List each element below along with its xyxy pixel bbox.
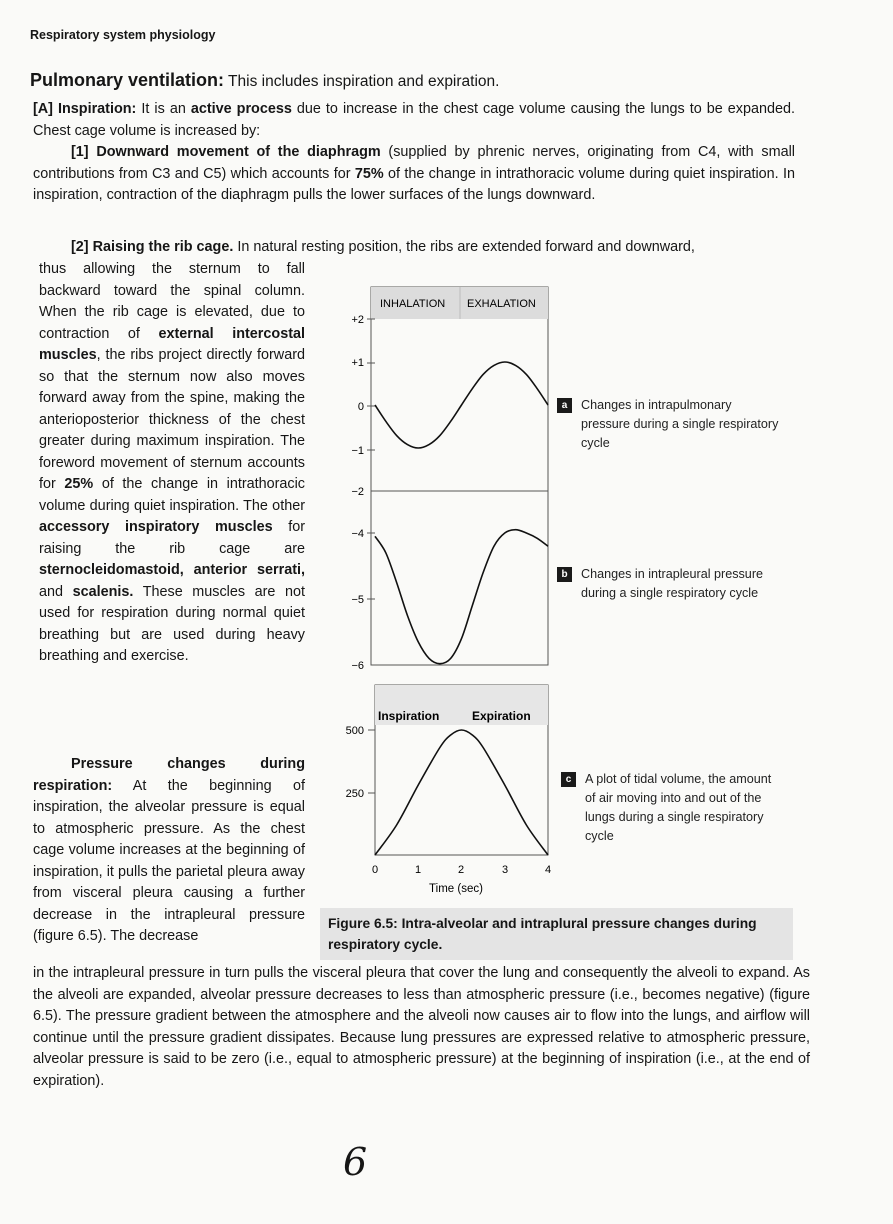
legend-c-badge: c: [561, 772, 576, 787]
running-header: Respiratory system physiology: [30, 28, 216, 42]
panel-a-header-exhalation: EXHALATION: [467, 298, 536, 310]
pressure-label: Pressure changes during respiration:: [33, 756, 305, 794]
legend-c-text: A plot of tidal volume, the amount of air moving into and out of the lungs during a single respiratory cycle: [585, 772, 772, 843]
panel-c-xtick-2: 2: [457, 864, 465, 876]
title-bold: Pulmonary ventilation:: [30, 70, 225, 90]
section-a-label: [A] Inspiration:: [33, 101, 137, 117]
pressure-text-left: At the beginning of inspiration, the alveolar pressure is equal to atmospheric pressure. As the chest cage volume increases at the beginning of inspiration, it pulls the parietal pleura away from visceral pleura causing a further decrease in the intrapleural pressure (figure 6.5). The decrease: [33, 777, 305, 944]
title-rest: This includes inspiration and expiration.: [224, 73, 500, 90]
item2-text-top: In natural resting position, the ribs are extended forward and downward,: [233, 239, 695, 255]
item1-text1: (supplied by phrenic nerves, originating from C4, with small contributions from C3 and C5) which accounts for: [33, 144, 795, 182]
item2-label: [2] Raising the rib cage.: [71, 239, 234, 255]
panel-a-ytick-minus2: −2: [351, 486, 364, 498]
item1-bold: 75%: [354, 165, 384, 182]
item2-bold-a: external intercostal muscles: [39, 325, 305, 363]
panel-c-xtick-4: 4: [544, 864, 552, 876]
panel-a-header-inhalation: INHALATION: [380, 298, 446, 310]
panel-c-yticks: [346, 725, 375, 800]
section-a-bold: active process: [190, 101, 292, 117]
panel-c-xticks: [372, 864, 551, 895]
section-title: [30, 70, 499, 91]
figure-6-5-chart: [310, 275, 560, 900]
section-a-block: [33, 99, 795, 207]
legend-b-badge: b: [557, 567, 572, 582]
section-a-paragraph: [33, 99, 795, 142]
item2-text-a: thus allowing the sternum to fall backward toward the spinal column. When the rib cage is elevated, due to contraction of: [39, 261, 305, 342]
legend-a-badge: a: [557, 398, 572, 413]
panel-a-ytick-plus2: +2: [351, 314, 364, 326]
panel-c-xtick-1: 1: [414, 864, 422, 876]
figure-caption: Figure 6.5: Intra-alveolar and intraplural pressure changes during respiratory cycle.: [320, 908, 793, 960]
panel-a-curve: [375, 362, 548, 448]
pressure-continued-text: in the intrapleural pressure in turn pulls the visceral pleura that cover the lung and consequently the alveoli to expand. As the alveoli are expanded, alveolar pressure decreases to less than atmospheric pressure (i.e., becomes negative) (figure 6.5). The pressure gradient between the atmosphere and the alveoli now causes air to flow into the lungs, and airflow will continue until the pressure gradient dissipates. Because lung pressures are expressed relative to atmospheric pressure, alveolar pressure is said to be zero (i.e., equal to atmospheric pressure) at the beginning of inspiration (i.e., at the end of expiration).: [33, 965, 810, 1089]
item2-bold-c: accessory inspiratory muscles: [39, 519, 273, 535]
item2-first-line: [39, 237, 795, 259]
panel-c-header-expiration: Expiration: [472, 709, 531, 723]
legend-c: [561, 770, 785, 846]
section-a-text1: It is an: [136, 101, 191, 117]
legend-a: [557, 396, 781, 453]
legend-a-text: Changes in intrapulmonary pressure during a single respiratory cycle: [581, 398, 779, 450]
item2-bold-b: 25%: [64, 476, 94, 492]
panel-a-ytick-0: 0: [357, 401, 364, 413]
panel-c-xlabel: Time (sec): [429, 883, 483, 895]
panel-c-ytick-250: 250: [345, 788, 364, 800]
item2-bold-e: scalenis.: [72, 583, 134, 600]
panel-c-header-inspiration: Inspiration: [378, 709, 440, 723]
pressure-paragraph: [33, 754, 305, 948]
panel-c-xtick-0: 0: [371, 864, 379, 876]
item2-text-f: These muscles are not used for respiration during normal quiet breathing but are used during heavy breathing and exercise.: [39, 583, 306, 664]
panel-b-ytick-minus4: −4: [351, 528, 364, 540]
item1-text2: of the change in intrathoracic volume during quiet inspiration. In inspiration, contraction of the diaphragm pulls the lower surfaces of the lungs downward.: [33, 165, 796, 203]
section-a-text2: due to increase in the chest cage volume causing the lungs to be expanded. Chest cage volume is increased by:: [33, 101, 796, 139]
panel-b-ytick-minus5: −5: [351, 594, 364, 606]
item2-column-text: [39, 259, 305, 668]
panel-a-ytick-minus1: −1: [351, 445, 364, 457]
pressure-column-text: [33, 754, 305, 948]
panel-b-ytick-minus6: −6: [351, 660, 364, 672]
item2-bold-d: sternocleidomastoid, anterior serrati,: [39, 562, 305, 578]
legend-b-text: Changes in intrapleural pressure during a single respiratory cycle: [581, 567, 764, 600]
panel-c-curve: [375, 730, 548, 855]
page-number: 6: [343, 1140, 368, 1184]
item2-text-d: for raising the rib cage are: [39, 519, 305, 557]
panel-ab-frame: [371, 287, 548, 665]
panel-a-ytick-plus1: +1: [351, 357, 364, 369]
item1-label: [1] Downward movement of the diaphragm: [71, 144, 381, 160]
item2-text-c: of the change in intrathoracic volume during quiet inspiration. The other: [39, 476, 306, 514]
panel-c-ytick-500: 500: [345, 725, 364, 737]
legend-b: [557, 565, 781, 603]
panel-c-xtick-3: 3: [501, 864, 509, 876]
panel-b-curve: [375, 530, 548, 664]
item2-text-b: , the ribs project directly forward so that the sternum now also moves forward away from the spine, making the anterioposterior thickness of the chest greater during maximum inspiration. The foreword movement of sternum accounts for: [39, 347, 305, 492]
item1-paragraph: [33, 142, 795, 207]
item2-text-e: and: [39, 583, 73, 600]
